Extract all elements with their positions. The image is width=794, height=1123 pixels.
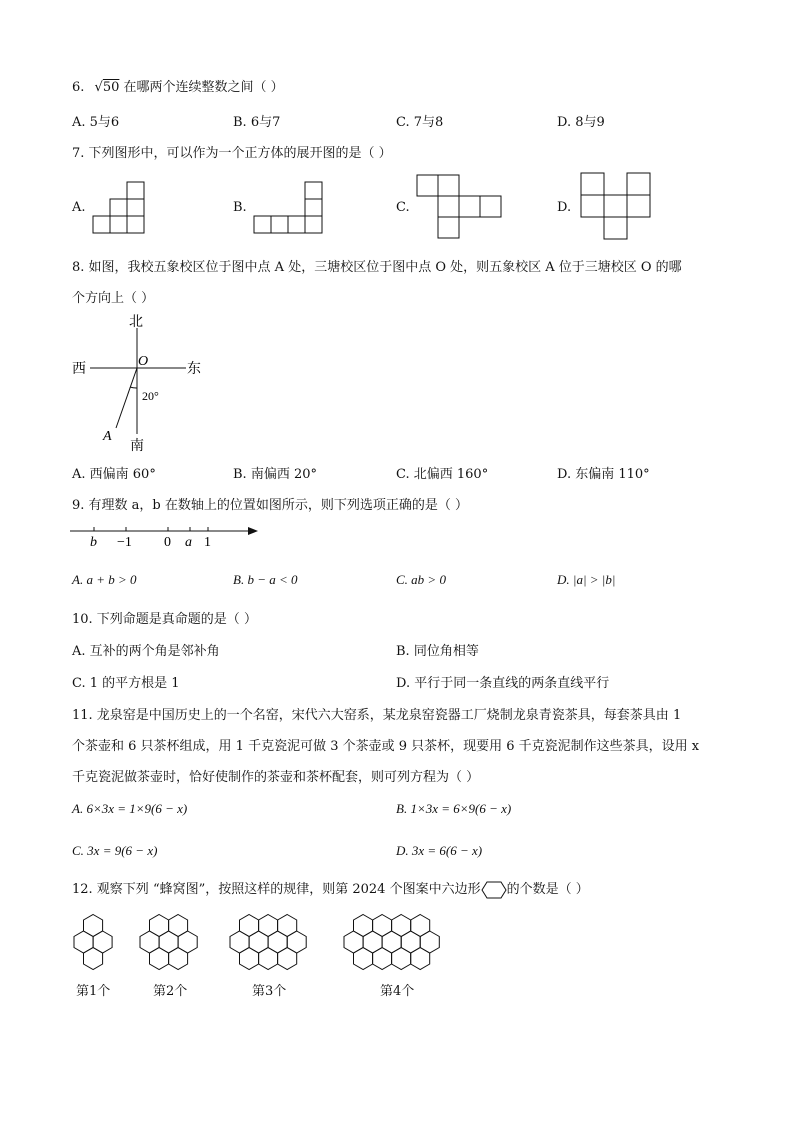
q8-stem-line2: 个方向上（ ）: [72, 291, 155, 306]
honeycomb-3-hex-9: [278, 948, 297, 970]
q6-option-d[interactable]: D. 8与9: [557, 115, 605, 130]
pattern-caption-3: 第3个: [252, 984, 287, 999]
sqrt-symbol: √50: [94, 80, 120, 95]
q10-option-d[interactable]: D. 平行于同一条直线的两条直线平行: [396, 676, 610, 691]
honeycomb-1-hex-3: [84, 948, 103, 970]
q7-label-a[interactable]: A.: [72, 200, 86, 215]
q9-option-b[interactable]: B. b − a < 0: [233, 572, 298, 587]
pattern-caption-2: 第2个: [153, 984, 188, 999]
honeycomb-3-hex-6: [278, 915, 297, 937]
q11-stem-line2: 个茶壶和 6 只茶杯组成，用 1 千克瓷泥可做 3 个茶壶或 9 只茶杯，现要用 6 千克瓷泥制作这些茶具，设用 x: [72, 739, 700, 754]
q9-option-c[interactable]: C. ab > 0: [396, 572, 446, 587]
q9-stem: 9. 有理数 a，b 在数轴上的位置如图所示，则下列选项正确的是（ ）: [72, 498, 469, 513]
q7-label-c[interactable]: C.: [396, 200, 410, 215]
axis-label-minus-one: −1: [117, 535, 132, 550]
q11-option-c[interactable]: C. 3x = 9(6 − x): [72, 843, 158, 858]
label-west: 西: [72, 362, 86, 377]
q10-stem: 10. 下列命题是真命题的是（ ）: [72, 612, 257, 627]
q8-option-c[interactable]: C. 北偏西 160°: [396, 467, 489, 482]
q11-option-d[interactable]: D. 3x = 6(6 − x): [396, 843, 483, 858]
honeycomb-4-hex-8: [411, 915, 430, 937]
q12-text-before: 12. 观察下列 “蜂窝图”，按照这样的规律，则第 2024 个图案中六边形: [72, 882, 481, 897]
label-east: 东: [187, 362, 201, 377]
label-origin-o: O: [138, 354, 149, 369]
q11-option-b[interactable]: B. 1×3x = 6×9(6 − x): [396, 801, 512, 816]
honeycomb-2-hex-6: [169, 948, 188, 970]
honeycomb-4-hex-6: [373, 915, 392, 937]
honeycomb-2-hex-5: [150, 948, 169, 970]
label-angle: 20°: [142, 389, 159, 403]
honeycomb-4-hex-7: [392, 915, 411, 937]
q11-stem-line1: 11. 龙泉窑是中国历史上的一个名窑，宋代六大窑系，某龙泉窑瓷器工厂烧制龙泉青瓷茶具，每套茶具由 1: [72, 708, 682, 723]
honeycomb-3-hex-4: [240, 915, 259, 937]
q7-label-b[interactable]: B.: [233, 200, 247, 215]
honeycomb-1-hex-2: [84, 915, 103, 937]
label-north: 北: [129, 315, 143, 330]
q6-option-a[interactable]: A. 5与6: [72, 115, 120, 130]
honeycomb-4-hex-10: [373, 948, 392, 970]
label-south: 南: [130, 439, 144, 454]
honeycomb-3-hex-7: [240, 948, 259, 970]
q11-option-a[interactable]: A. 6×3x = 1×9(6 − x): [72, 801, 188, 816]
q9-option-a[interactable]: A. a + b > 0: [72, 572, 137, 587]
axis-label-zero: 0: [164, 535, 171, 550]
pattern-caption-1: 第1个: [76, 984, 111, 999]
honeycomb-4-hex-5: [354, 915, 373, 937]
axis-label-one: 1: [204, 535, 211, 550]
label-point-a: A: [103, 429, 112, 444]
honeycomb-3-hex-5: [259, 915, 278, 937]
honeycomb-3-hex-8: [259, 948, 278, 970]
honeycomb-4-hex-11: [392, 948, 411, 970]
q8-option-d[interactable]: D. 东偏南 110°: [557, 467, 650, 482]
pattern-caption-4: 第4个: [380, 984, 415, 999]
axis-label-a: a: [185, 535, 192, 550]
honeycomb-2-hex-3: [150, 915, 169, 937]
q6-option-b[interactable]: B. 6与7: [233, 115, 281, 130]
q11-stem-line3: 千克瓷泥做茶壶时，恰好使制作的茶壶和茶杯配套，则可列方程为（ ）: [72, 770, 480, 785]
axis-label-b: b: [90, 535, 97, 550]
q6-number: 6.: [72, 80, 85, 95]
q8-stem-line1: 8. 如图，我校五象校区位于图中点 A 处，三塘校区位于图中点 O 处，则五象校区 A 位于三塘校区 O 的哪: [72, 260, 682, 275]
q8-option-b[interactable]: B. 南偏西 20°: [233, 467, 317, 482]
q6-text: 在哪两个连续整数之间（ ）: [123, 80, 284, 95]
honeycomb-4-hex-12: [411, 948, 430, 970]
q10-option-b[interactable]: B. 同位角相等: [396, 644, 479, 659]
q6-option-c[interactable]: C. 7与8: [396, 115, 444, 130]
q9-option-d[interactable]: D. |a| > |b|: [557, 572, 616, 587]
q7-stem: 7. 下列图形中，可以作为一个正方体的展开图的是（ ）: [72, 146, 392, 161]
honeycomb-4-hex-9: [354, 948, 373, 970]
honeycomb-2-hex-4: [169, 915, 188, 937]
q10-option-a[interactable]: A. 互补的两个角是邻补角: [72, 644, 220, 659]
q12-text-after: 的个数是（ ）: [506, 882, 589, 897]
q6-radicand: 50: [102, 80, 120, 95]
q10-option-c[interactable]: C. 1 的平方根是 1: [72, 676, 180, 691]
q8-option-a[interactable]: A. 西偏南 60°: [72, 467, 156, 482]
q7-label-d[interactable]: D.: [557, 200, 572, 215]
